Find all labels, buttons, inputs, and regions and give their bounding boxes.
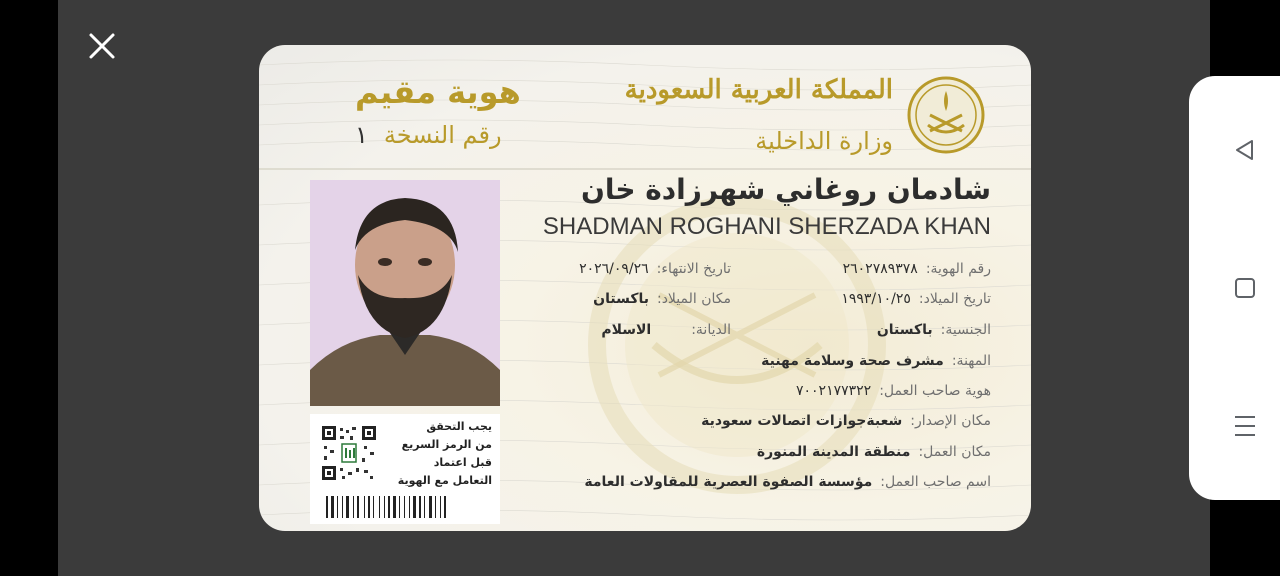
field-issue-place: مكان الإصدار: شعبةجوازات اتصالات سعودية: [701, 413, 991, 429]
close-button[interactable]: [84, 28, 120, 64]
field-expiry: تاريخ الانتهاء: ٢٠٢٦/٠٩/٢٦: [579, 261, 731, 277]
residence-id-card: [259, 45, 1031, 531]
barcode-icon: [326, 496, 486, 518]
id-number: ٢٦٠٢٧٨٩٣٧٨: [842, 261, 918, 277]
holder-photo: [310, 180, 500, 406]
field-religion: الديانة: الاسلام: [601, 322, 731, 338]
field-id: رقم الهوية: ٢٦٠٢٧٨٩٣٧٨: [842, 261, 991, 277]
version-number: ١: [355, 121, 368, 149]
kingdom-name: المملكة العربية السعودية: [624, 75, 893, 105]
version-label: رقم النسخة: [383, 121, 502, 149]
recents-button[interactable]: [1229, 410, 1261, 442]
holder-name-arabic: شادمان روغاني شهرزادة خان: [580, 173, 991, 206]
qr-verification-panel: [310, 414, 500, 524]
qr-verification-note: يجب التحقق من الرمز السريع قبل اعتماد التعامل مع الهوية: [397, 420, 492, 487]
three-lines-recents-icon: [1229, 410, 1261, 442]
card-title: هوية مقيم: [355, 73, 521, 111]
close-icon: [84, 28, 120, 64]
field-employer-name: اسم صاحب العمل: مؤسسة الصفوة العصرية للمقاولات العامة: [584, 474, 991, 490]
field-work-place: مكان العمل: منطقة المدينة المنورة: [756, 444, 991, 460]
home-button[interactable]: [1229, 272, 1261, 304]
field-dob: تاريخ الميلاد: ١٩٩٣/١٠/٢٥: [841, 291, 991, 307]
field-employer-id: هوية صاحب العمل: ٧٠٠٢١٧٧٣٢٢: [796, 383, 991, 399]
portrait-image: [310, 180, 500, 406]
version-row: [355, 121, 502, 149]
qr-code-icon[interactable]: [320, 424, 378, 482]
back-button[interactable]: [1229, 134, 1261, 166]
system-navigation-bar: [1189, 76, 1280, 500]
holder-name-english: SHADMAN ROGHANI SHERZADA KHAN: [542, 213, 991, 240]
field-pob: مكان الميلاد: باكستان: [593, 291, 731, 307]
saudi-emblem-icon: [906, 75, 986, 155]
square-home-icon: [1229, 272, 1261, 304]
ministry-name: وزارة الداخلية: [755, 127, 893, 155]
field-nationality: الجنسية: باكستان: [876, 322, 991, 338]
triangle-back-icon: [1229, 134, 1261, 166]
field-occupation: المهنة: مشرف صحة وسلامة مهنية: [761, 353, 991, 369]
